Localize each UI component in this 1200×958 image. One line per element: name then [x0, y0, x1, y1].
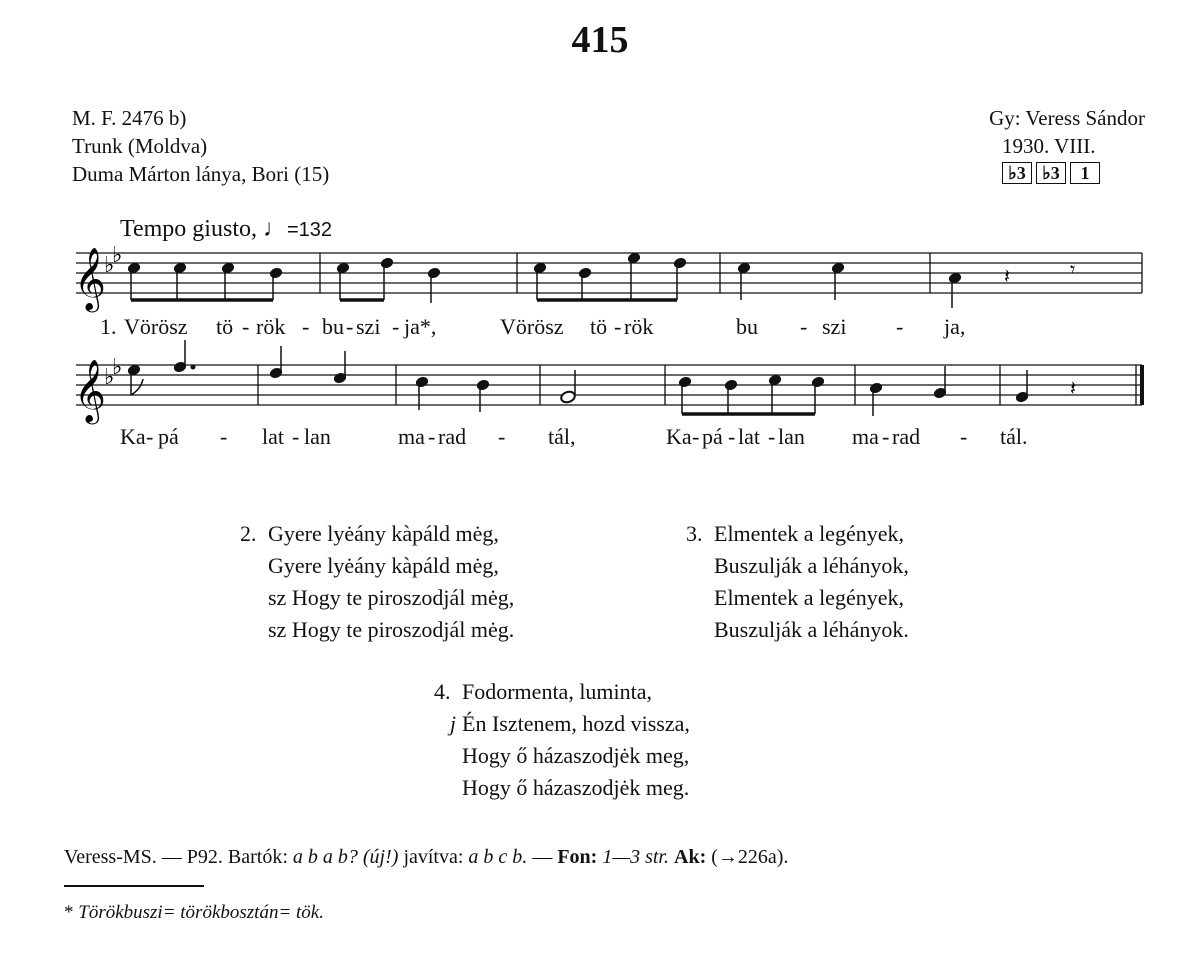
lyric-syllable: lat [262, 424, 284, 449]
lyric-hyphen: - [882, 424, 890, 449]
lyric-hyphen: - [428, 424, 436, 449]
lyric-syllable: ma [398, 424, 425, 449]
eighth-rest-icon: 𝄾 [1070, 257, 1076, 281]
tonal-box: ♭3 [1002, 162, 1032, 184]
lyric-syllable: tál, [548, 424, 576, 449]
lyric-syllable: tö [216, 314, 234, 339]
lyric-hyphen: - [768, 424, 776, 449]
lyric-syllable: rad [892, 424, 921, 449]
lyric-syllable: lan [778, 424, 805, 449]
stanza-number: 4. [434, 679, 451, 704]
lyric-hyphen: - [346, 314, 354, 339]
location: Trunk (Moldva) [72, 134, 208, 158]
footnote [64, 902, 324, 924]
performer: Duma Márton lánya, Bori (15) [72, 162, 330, 186]
lyric-syllable: ma [852, 424, 879, 449]
stanza-number: 2. [240, 521, 257, 546]
treble-clef-icon: 𝄞 [74, 359, 106, 422]
stanza-line: Fodormenta, luminta, [462, 679, 653, 704]
source-reference [64, 846, 788, 869]
lyric-syllable: bu [322, 314, 344, 339]
stanza-line: sz Hogy te piroszodjál mėg, [268, 585, 515, 610]
footnote-marker: * [64, 902, 74, 923]
stanza-line-prefix: j [449, 711, 456, 736]
source-text: a b c b. [468, 846, 528, 868]
flat-icon: ♭ [112, 355, 123, 380]
lyric-syllable: Ka [120, 424, 146, 449]
lyric-hyphen: - [960, 424, 968, 449]
quarter-rest-icon: 𝄽 [1070, 376, 1077, 400]
lyric-hyphen: - [302, 314, 310, 339]
lyric-hyphen: - [896, 314, 904, 339]
lyric-syllable: lan [304, 424, 331, 449]
footnote-divider [64, 885, 204, 887]
metronome-value: =132 [286, 219, 333, 241]
music-score [0, 0, 1200, 460]
treble-clef-icon: 𝄞 [74, 247, 106, 310]
staff-1-notes [127, 252, 961, 308]
staff-2 [76, 365, 1142, 405]
lyric-syllable: pá [158, 424, 179, 449]
lyric-syllable: rök [256, 314, 286, 339]
lyric-syllable: ja*, [404, 314, 437, 339]
collector: Gy: Veress Sándor [989, 106, 1145, 130]
lyric-hyphen: - [292, 424, 300, 449]
staff-1 [76, 253, 1142, 293]
stanza-line: Gyere lyėány kàpáld mėg, [268, 521, 499, 546]
tonal-box: ♭3 [1036, 162, 1066, 184]
lyric-hyphen: - [220, 424, 228, 449]
stanza-3 [686, 518, 909, 646]
lyric-syllable: ja, [944, 314, 966, 339]
lyric-syllable: Vörösz [124, 314, 188, 339]
stanza-line: Elmentek a legények, [714, 585, 904, 610]
collection-date: 1930. VIII. [1002, 134, 1096, 158]
stanza-line: Én Isztenem, hozd vissza, [462, 711, 690, 736]
flat-icon: ♭ [104, 253, 115, 278]
lyric-syllable: Vörösz [500, 314, 564, 339]
stanza-line: Hogy ő házaszodjėk meg. [462, 775, 690, 800]
lyric-syllable: rad [438, 424, 467, 449]
footnote-text: Törökbuszi= törökbosztán= tök. [78, 902, 324, 923]
source-text: (→226a). [706, 846, 789, 868]
stanza-line: Buszulják a léhányok. [714, 617, 909, 642]
source-text: javítva: [398, 846, 469, 868]
verse-number: 1. [100, 314, 117, 339]
lyric-hyphen: - [728, 424, 736, 449]
lyric-hyphen: - [242, 314, 250, 339]
flat-icon: ♭ [112, 243, 123, 268]
lyric-syllable: tál. [1000, 424, 1028, 449]
stanza-line: Hogy ő házaszodjėk meg, [462, 743, 690, 768]
lyric-hyphen: - [392, 314, 400, 339]
page-number: 415 [571, 19, 629, 61]
stanza-line: sz Hogy te piroszodjál mėg. [268, 617, 515, 642]
lyric-syllable: Ka [666, 424, 692, 449]
lyric-hyphen: - [146, 424, 154, 449]
source-label: Fon: [557, 846, 598, 868]
source-text: — [527, 846, 558, 868]
tonal-box: 1 [1070, 162, 1100, 184]
lyric-hyphen: - [614, 314, 622, 339]
stanza-4 [434, 676, 690, 804]
source-text: Veress-MS. — P92. Bartók: [64, 846, 293, 868]
source-text: 1—3 str. [597, 846, 670, 868]
flat-icon: ♭ [104, 365, 115, 390]
lyric-syllable: lat [738, 424, 760, 449]
stanza-number: 3. [686, 521, 703, 546]
stanza-2 [240, 518, 514, 646]
quarter-note-icon: ♩ [262, 216, 287, 242]
lyric-hyphen: - [800, 314, 808, 339]
lyric-hyphen: - [498, 424, 506, 449]
lyric-hyphen: - [692, 424, 700, 449]
lyric-syllable: pá [702, 424, 723, 449]
lyric-syllable: tö [590, 314, 608, 339]
lyric-syllable: bu [736, 314, 758, 339]
quarter-rest-icon: 𝄽 [1004, 264, 1011, 288]
lyric-syllable: rök [624, 314, 654, 339]
stanza-line: Elmentek a legények, [714, 521, 904, 546]
source-label: Ak: [674, 846, 707, 868]
tempo-text: Tempo giusto, [120, 216, 257, 242]
catalog-number: M. F. 2476 b) [72, 106, 187, 130]
stanza-line: Buszulják a léhányok, [714, 553, 909, 578]
lyric-syllable: szi [822, 314, 847, 339]
source-text: a b a b? (új!) [292, 846, 399, 868]
lyric-syllable: szi [356, 314, 381, 339]
stanza-line: Gyere lyėány kàpáld mėg, [268, 553, 499, 578]
